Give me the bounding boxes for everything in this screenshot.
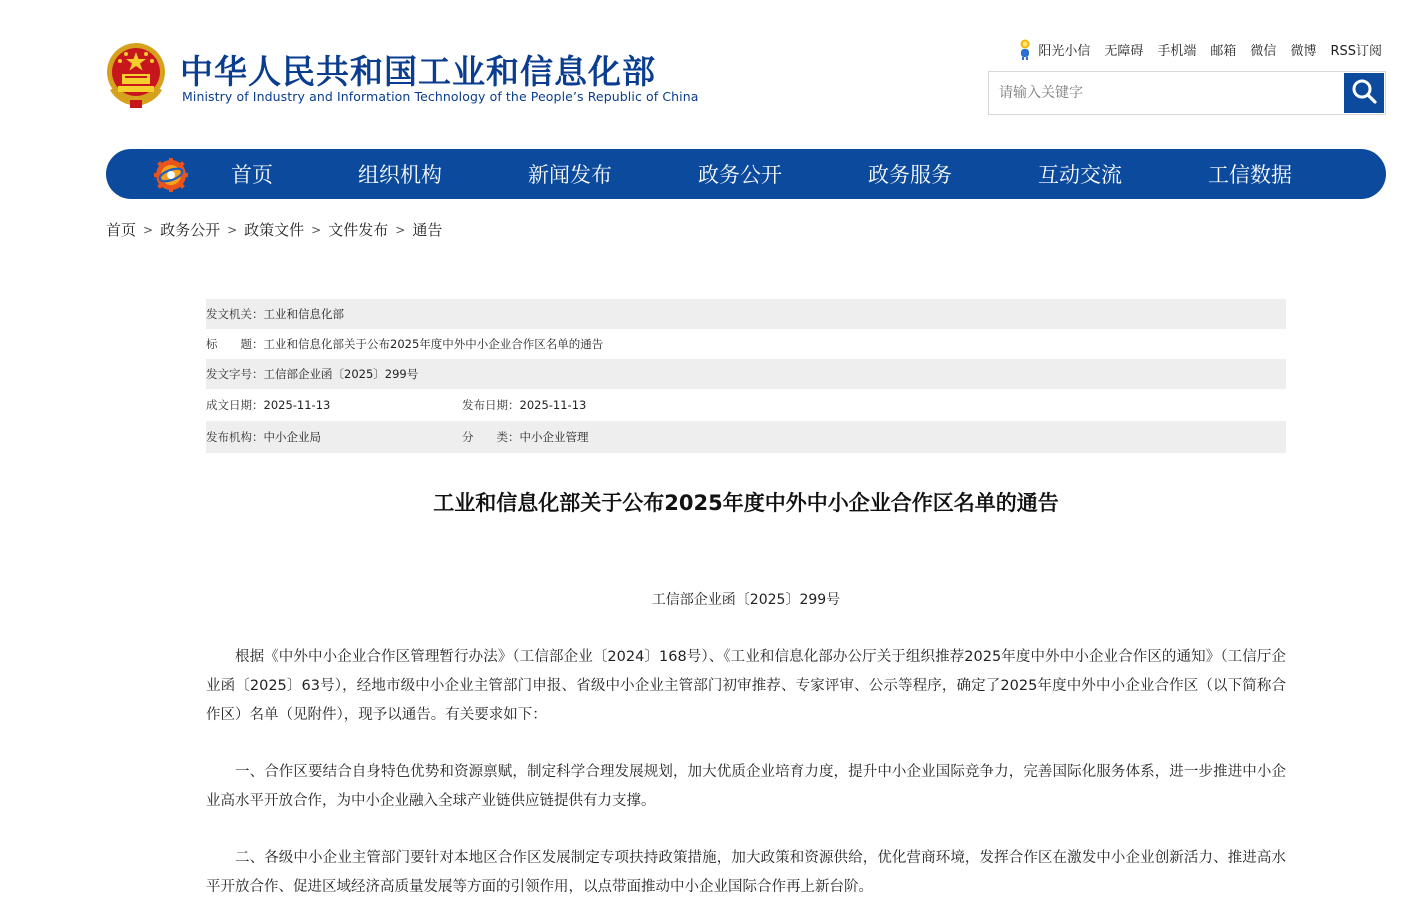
chevron-right-icon: > bbox=[143, 222, 154, 237]
search-button[interactable] bbox=[1344, 73, 1384, 113]
nav-item-home[interactable]: 首页 bbox=[231, 163, 273, 187]
nav-item-organization[interactable]: 组织机构 bbox=[358, 163, 442, 187]
breadcrumb-policy-documents[interactable]: 政策文件 bbox=[244, 221, 305, 239]
chevron-right-icon: > bbox=[227, 222, 238, 237]
breadcrumb-file-release[interactable]: 文件发布 bbox=[328, 221, 389, 239]
chevron-right-icon: > bbox=[395, 222, 406, 237]
document-meta-table bbox=[206, 299, 1286, 453]
meta-row-title bbox=[206, 329, 1286, 359]
breadcrumb-government-affairs[interactable]: 政务公开 bbox=[160, 221, 221, 239]
article-paragraph: 根据《中外中小企业合作区管理暂行办法》（工信部企业〔2024〕168号）、《工业和信息化部办公厅关于组织推荐2025年度中外中小企业合作区的通知》（工信厅企业函〔2025〕63号），经地市级中小企业主管部门申报、省级中小企业主管部门初审推荐、专家评审、公示等程序，确定了2025年度中外中小企业合作区（以下简称合作区）名单（见附件），现予以通告。有关要求如下： bbox=[206, 649, 1286, 723]
nav-item-government-affairs[interactable]: 政务公开 bbox=[698, 163, 782, 187]
nav-item-interaction[interactable]: 互动交流 bbox=[1038, 163, 1122, 187]
meta-published-label: 发布日期： bbox=[462, 398, 520, 412]
meta-org-value: 中小企业局 bbox=[263, 430, 321, 444]
breadcrumb-home[interactable]: 首页 bbox=[106, 221, 137, 239]
miit-emblem-icon bbox=[154, 158, 188, 192]
chevron-right-icon: > bbox=[311, 222, 322, 237]
mascot-icon bbox=[1016, 38, 1034, 60]
article-paragraph: 二、各级中小企业主管部门要针对本地区合作区发展制定专项扶持政策措施，加大政策和资源供给，优化营商环境，发挥合作区在激发中小企业创新活力、推进高水平开放合作、促进区域经济高质量发展等方面的引领作用，以点带面推动中小企业国际合作再上新台阶。 bbox=[206, 850, 1286, 895]
toplink-sunshine[interactable] bbox=[1016, 38, 1090, 60]
meta-docno-value: 工信部企业函〔2025〕299号 bbox=[263, 367, 419, 381]
toplink-mail[interactable]: 邮箱 bbox=[1210, 43, 1237, 59]
meta-category-value: 中小企业管理 bbox=[519, 430, 589, 444]
nav-item-data[interactable]: 工信数据 bbox=[1208, 163, 1292, 187]
main-nav bbox=[106, 149, 1386, 199]
nav-item-news[interactable]: 新闻发布 bbox=[528, 163, 612, 187]
meta-created-label: 成文日期： bbox=[206, 398, 264, 412]
toplink-rss[interactable]: RSS订阅 bbox=[1330, 43, 1382, 59]
site-title-cn[interactable]: 中华人民共和国工业和信息化部 bbox=[180, 52, 656, 91]
nav-item-services[interactable]: 政务服务 bbox=[868, 163, 952, 187]
search-icon bbox=[1351, 78, 1377, 108]
meta-created-value: 2025-11-13 bbox=[263, 398, 331, 412]
breadcrumb-notice[interactable]: 通告 bbox=[412, 221, 443, 239]
national-emblem-icon[interactable] bbox=[104, 40, 168, 110]
toplink-accessibility[interactable]: 无障碍 bbox=[1104, 43, 1144, 59]
meta-issuer-label: 发文机关： bbox=[206, 307, 264, 321]
toplink-wechat[interactable]: 微信 bbox=[1250, 43, 1277, 59]
meta-row-issuer bbox=[206, 299, 1286, 329]
top-links bbox=[1016, 38, 1382, 60]
meta-org-label: 发布机构： bbox=[206, 430, 264, 444]
toplink-weibo[interactable]: 微博 bbox=[1290, 43, 1317, 59]
toplink-label: 阳光小信 bbox=[1038, 43, 1091, 59]
meta-row-org bbox=[206, 421, 1286, 453]
article-doc-number: 工信部企业函〔2025〕299号 bbox=[651, 592, 841, 608]
meta-row-dates bbox=[206, 389, 1286, 421]
article-title: 工业和信息化部关于公布2025年度中外中小企业合作区名单的通告 bbox=[433, 491, 1059, 515]
meta-title-label: 标 题： bbox=[206, 337, 264, 351]
meta-issuer-value: 工业和信息化部 bbox=[263, 307, 344, 321]
meta-title-value: 工业和信息化部关于公布2025年度中外中小企业合作区名单的通告 bbox=[263, 337, 604, 351]
breadcrumb bbox=[106, 219, 442, 240]
meta-category-label: 分 类： bbox=[462, 430, 520, 444]
toplink-mobile[interactable]: 手机端 bbox=[1157, 43, 1197, 59]
article-paragraph: 一、合作区要结合自身特色优势和资源禀赋，制定科学合理发展规划，加大优质企业培育力度，提升中小企业国际竞争力，完善国际化服务体系，进一步推进中小企业高水平开放合作，为中小企业融入全球产业链供应链提供有力支撑。 bbox=[206, 764, 1286, 809]
search-box bbox=[988, 71, 1386, 115]
meta-docno-label: 发文字号： bbox=[206, 367, 264, 381]
search-input[interactable] bbox=[989, 72, 1345, 114]
site-title-en[interactable]: Ministry of Industry and Information Technology of the People’s Republic of China bbox=[182, 89, 699, 104]
meta-published-value: 2025-11-13 bbox=[519, 398, 587, 412]
meta-row-docno bbox=[206, 359, 1286, 389]
